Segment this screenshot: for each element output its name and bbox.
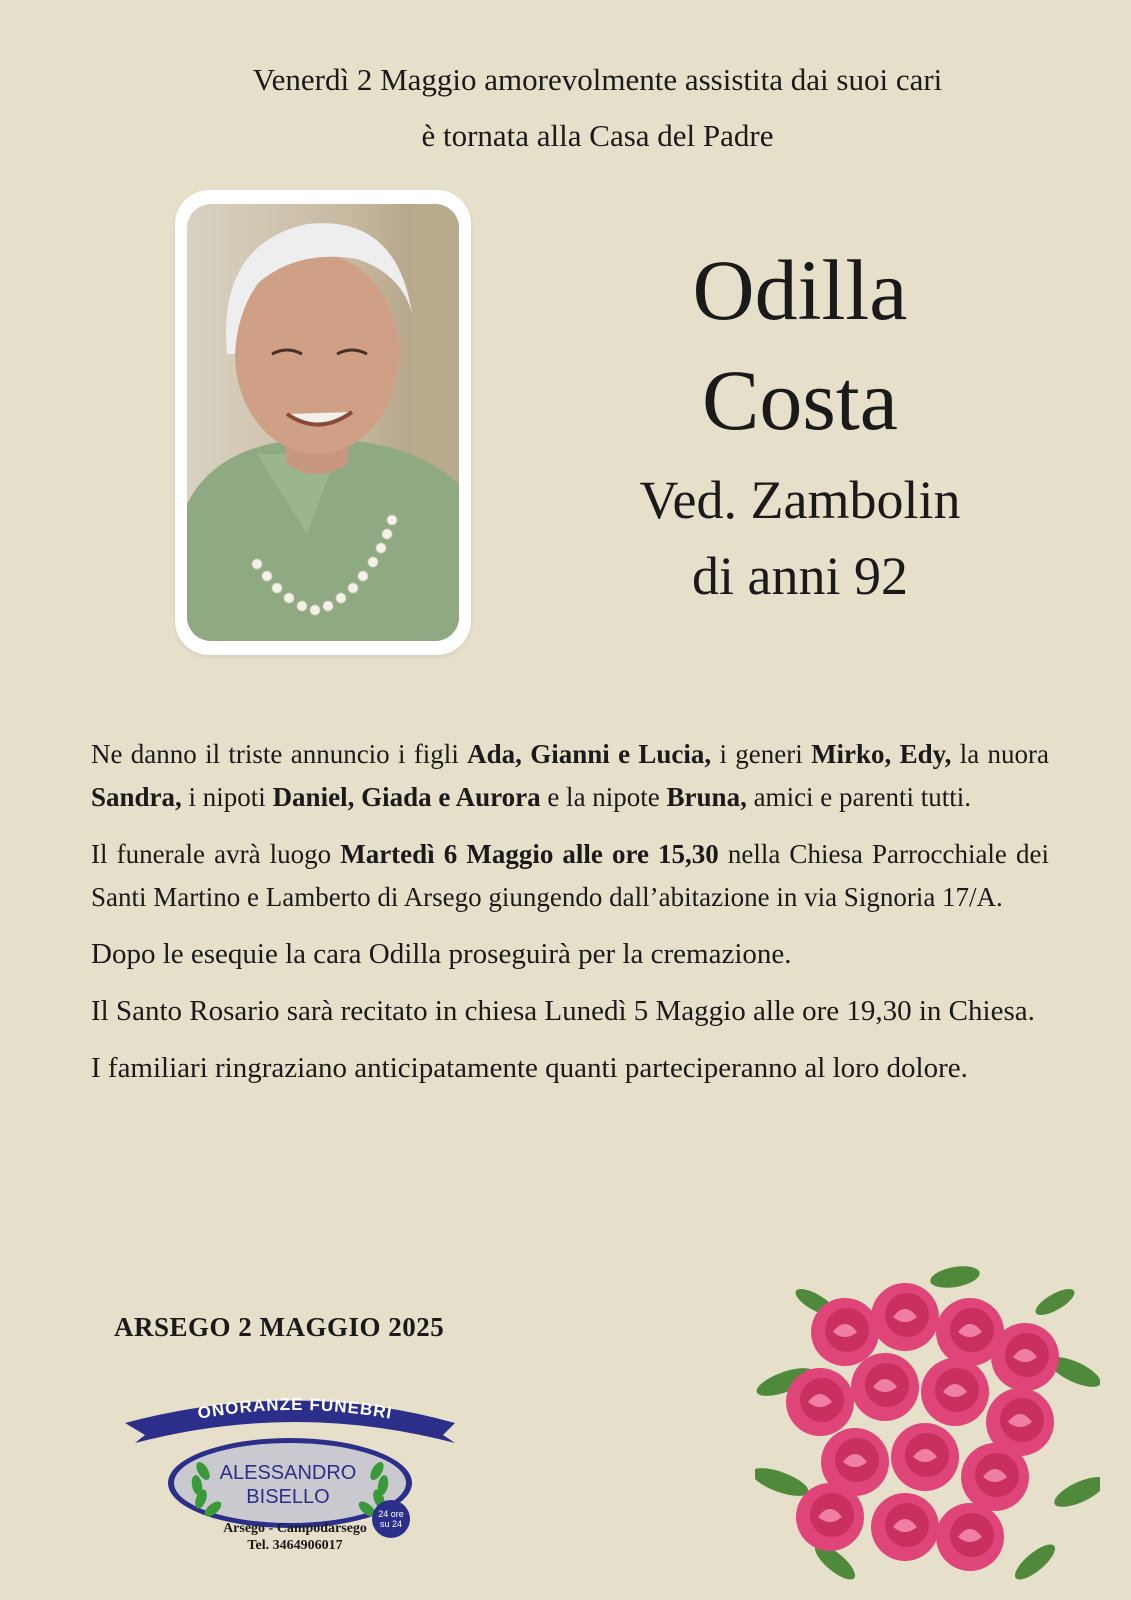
announcement-text	[91, 733, 1049, 1104]
rose-5	[851, 1353, 919, 1421]
logo-badge-line-1: 24 ore	[378, 1509, 404, 1519]
rose-12	[936, 1503, 1004, 1571]
p1-segment-0: Ne danno il triste annuncio i figli	[91, 739, 468, 769]
rose-1	[871, 1283, 939, 1351]
announcement-cremation: Dopo le esequie la cara Odilla proseguirà per la cremazione.	[91, 938, 792, 970]
intro-line-2: è tornata alla Casa del Padre	[421, 118, 774, 153]
deceased-first-name: Odilla	[692, 242, 908, 338]
deceased-last-name: Costa	[702, 352, 898, 448]
p1-segment-8: e la nipote	[540, 782, 667, 812]
p1-segment-1: Ada, Gianni e Lucia,	[467, 739, 712, 769]
logo-banner-text: ONORANZE FUNEBRI	[196, 1394, 394, 1423]
p1-segment-3: Mirko, Edy,	[811, 739, 952, 769]
rose-6	[921, 1358, 989, 1426]
portrait-photo-frame	[175, 190, 471, 655]
widow-of: Ved. Zambolin	[639, 470, 961, 530]
announcement-thanks: I familiari ringraziano anticipatamente quanti parteciperanno al loro dolore.	[91, 1052, 968, 1084]
deceased-name-block	[560, 235, 1040, 611]
p2-segment-2: nella Chiesa Parrocchiale dei Santi Martino e Lamberto di Arsego giungendo dall’abitazione in via Signoria 17/A.	[91, 839, 1049, 912]
logo-name-line-2: BISELLO	[246, 1486, 330, 1508]
p1-segment-10: amici e parenti tutti.	[746, 782, 972, 812]
rose-3	[991, 1323, 1059, 1391]
rose-4	[786, 1368, 854, 1436]
portrait-photo	[187, 204, 459, 641]
announcement-family	[91, 733, 1049, 819]
logo-name-line-1: ALESSANDRO	[219, 1462, 357, 1484]
p1-segment-4: la nuora	[951, 739, 1049, 769]
p1-segment-5: Sandra,	[91, 782, 182, 812]
intro-text	[0, 52, 1131, 164]
place-date: ARSEGO 2 MAGGIO 2025	[114, 1312, 445, 1342]
p1-segment-7: Daniel, Giada e Aurora	[272, 782, 541, 812]
funeral-home-phone: Tel. 3464906017	[247, 1538, 343, 1553]
rose-9	[891, 1423, 959, 1491]
p2-segment-0: Il funerale avrà luogo	[91, 839, 341, 869]
rose-10	[961, 1443, 1029, 1511]
p2-segment-1: Martedì 6 Maggio alle ore 15,30	[340, 839, 719, 869]
announcement-funeral	[91, 833, 1049, 919]
p1-segment-6: i nipoti	[181, 782, 273, 812]
announcement-rosary: Il Santo Rosario sarà recitato in chiesa Lunedì 5 Maggio alle ore 19,30 in Chiesa.	[91, 995, 1035, 1027]
logo-badge-line-2: su 24	[379, 1519, 403, 1529]
funeral-home-address: Arsego - Campodarsego	[223, 1521, 367, 1536]
funeral-home-contact	[165, 1520, 425, 1554]
deceased-age: di anni 92	[692, 546, 908, 606]
p1-segment-2: i generi	[711, 739, 812, 769]
roses-bouquet-icon	[755, 1262, 1100, 1600]
rose-13	[796, 1483, 864, 1551]
intro-line-1: Venerdì 2 Maggio amorevolmente assistita dai suoi cari	[252, 62, 943, 97]
rose-0	[811, 1298, 879, 1366]
p1-segment-9: Bruna,	[666, 782, 747, 812]
rose-11	[871, 1493, 939, 1561]
